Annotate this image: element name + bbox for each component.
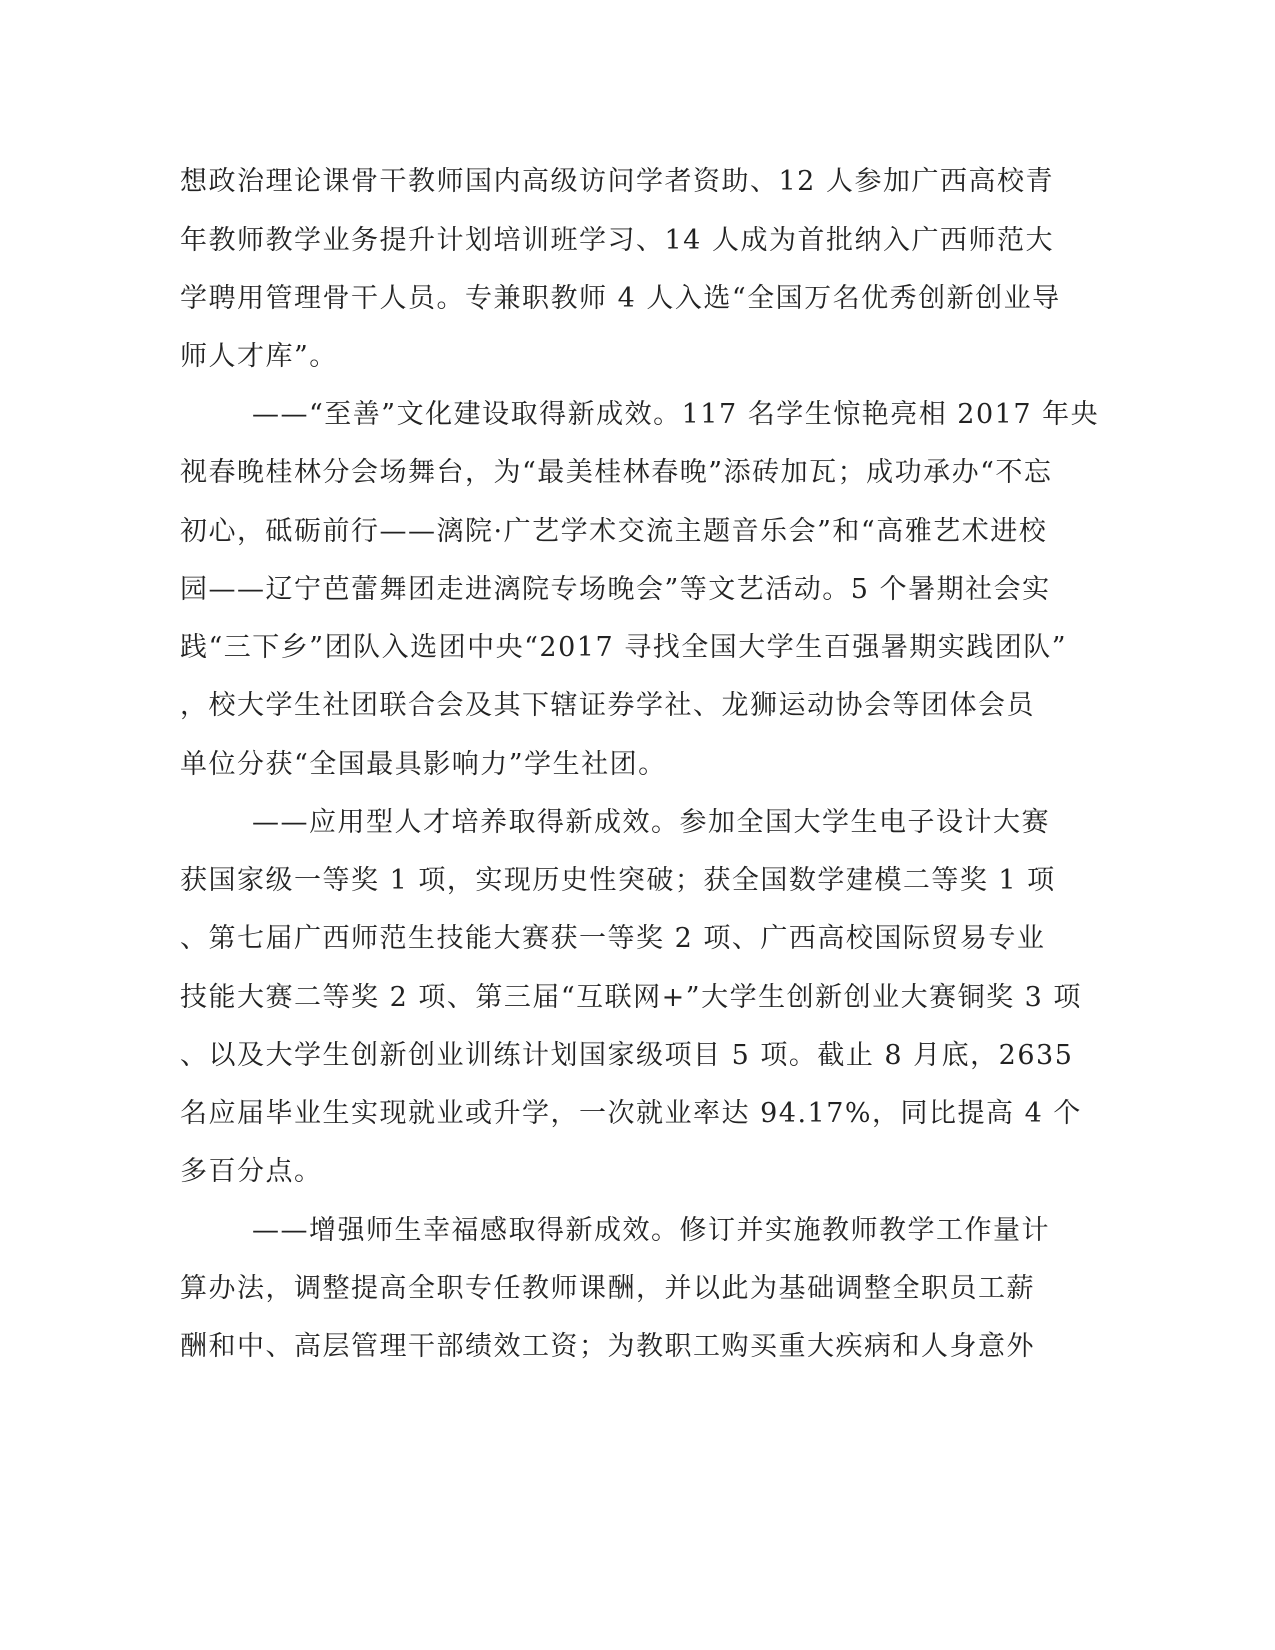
text-line: 园——辽宁芭蕾舞团走进漓院专场晚会”等文艺活动。5 个暑期社会实 (180, 574, 1051, 605)
paragraph-start-line: ——“至善”文化建设取得新成效。117 名学生惊艳亮相 2017 年央 (252, 399, 1100, 430)
text-line: 学聘用管理骨干人员。专兼职教师 4 人入选“全国万名优秀创新创业导 (180, 283, 1061, 314)
text-line: 践“三下乡”团队入选团中央“2017 寻找全国大学生百强暑期实践团队” (180, 632, 1068, 663)
text-line: 、第七届广西师范生技能大赛获一等奖 2 项、广西高校国际贸易专业 (180, 923, 1046, 954)
text-line: 单位分获“全国最具影响力”学生社团。 (180, 749, 667, 780)
paragraph-start-line: ——增强师生幸福感取得新成效。修订并实施教师教学工作量计 (252, 1215, 1050, 1246)
text-line: 获国家级一等奖 1 项，实现历史性突破；获全国数学建模二等奖 1 项 (180, 865, 1056, 896)
text-line: 视春晚桂林分会场舞台，为“最美桂林春晚”添砖加瓦；成功承办“不忘 (180, 457, 1053, 488)
text-line: 年教师教学业务提升计划培训班学习、14 人成为首批纳入广西师范大 (180, 225, 1054, 256)
text-line: 师人才库”。 (180, 341, 338, 372)
text-line: 多百分点。 (180, 1156, 323, 1187)
text-line: ，校大学生社团联合会及其下辖证券学社、龙狮运动协会等团体会员 (180, 690, 1035, 721)
text-line: 名应届毕业生实现就业或升学，一次就业率达 94.17%，同比提高 4 个 (180, 1098, 1082, 1129)
text-line: 想政治理论课骨干教师国内高级访问学者资助、12 人参加广西高校青 (180, 166, 1054, 197)
text-line: 、以及大学生创新创业训练计划国家级项目 5 项。截止 8 月底，2635 (180, 1040, 1074, 1071)
text-line: 初心，砥砺前行——漓院·广艺学术交流主题音乐会”和“高雅艺术进校 (180, 516, 1048, 547)
text-line: 酬和中、高层管理干部绩效工资；为教职工购买重大疾病和人身意外 (180, 1331, 1035, 1362)
paragraph-start-line: ——应用型人才培养取得新成效。参加全国大学生电子设计大赛 (252, 807, 1050, 838)
text-line: 技能大赛二等奖 2 项、第三届“互联网+”大学生创新创业大赛铜奖 3 项 (180, 982, 1082, 1013)
text-line: 算办法，调整提高全职专任教师课酬，并以此为基础调整全职员工薪 (180, 1273, 1035, 1304)
